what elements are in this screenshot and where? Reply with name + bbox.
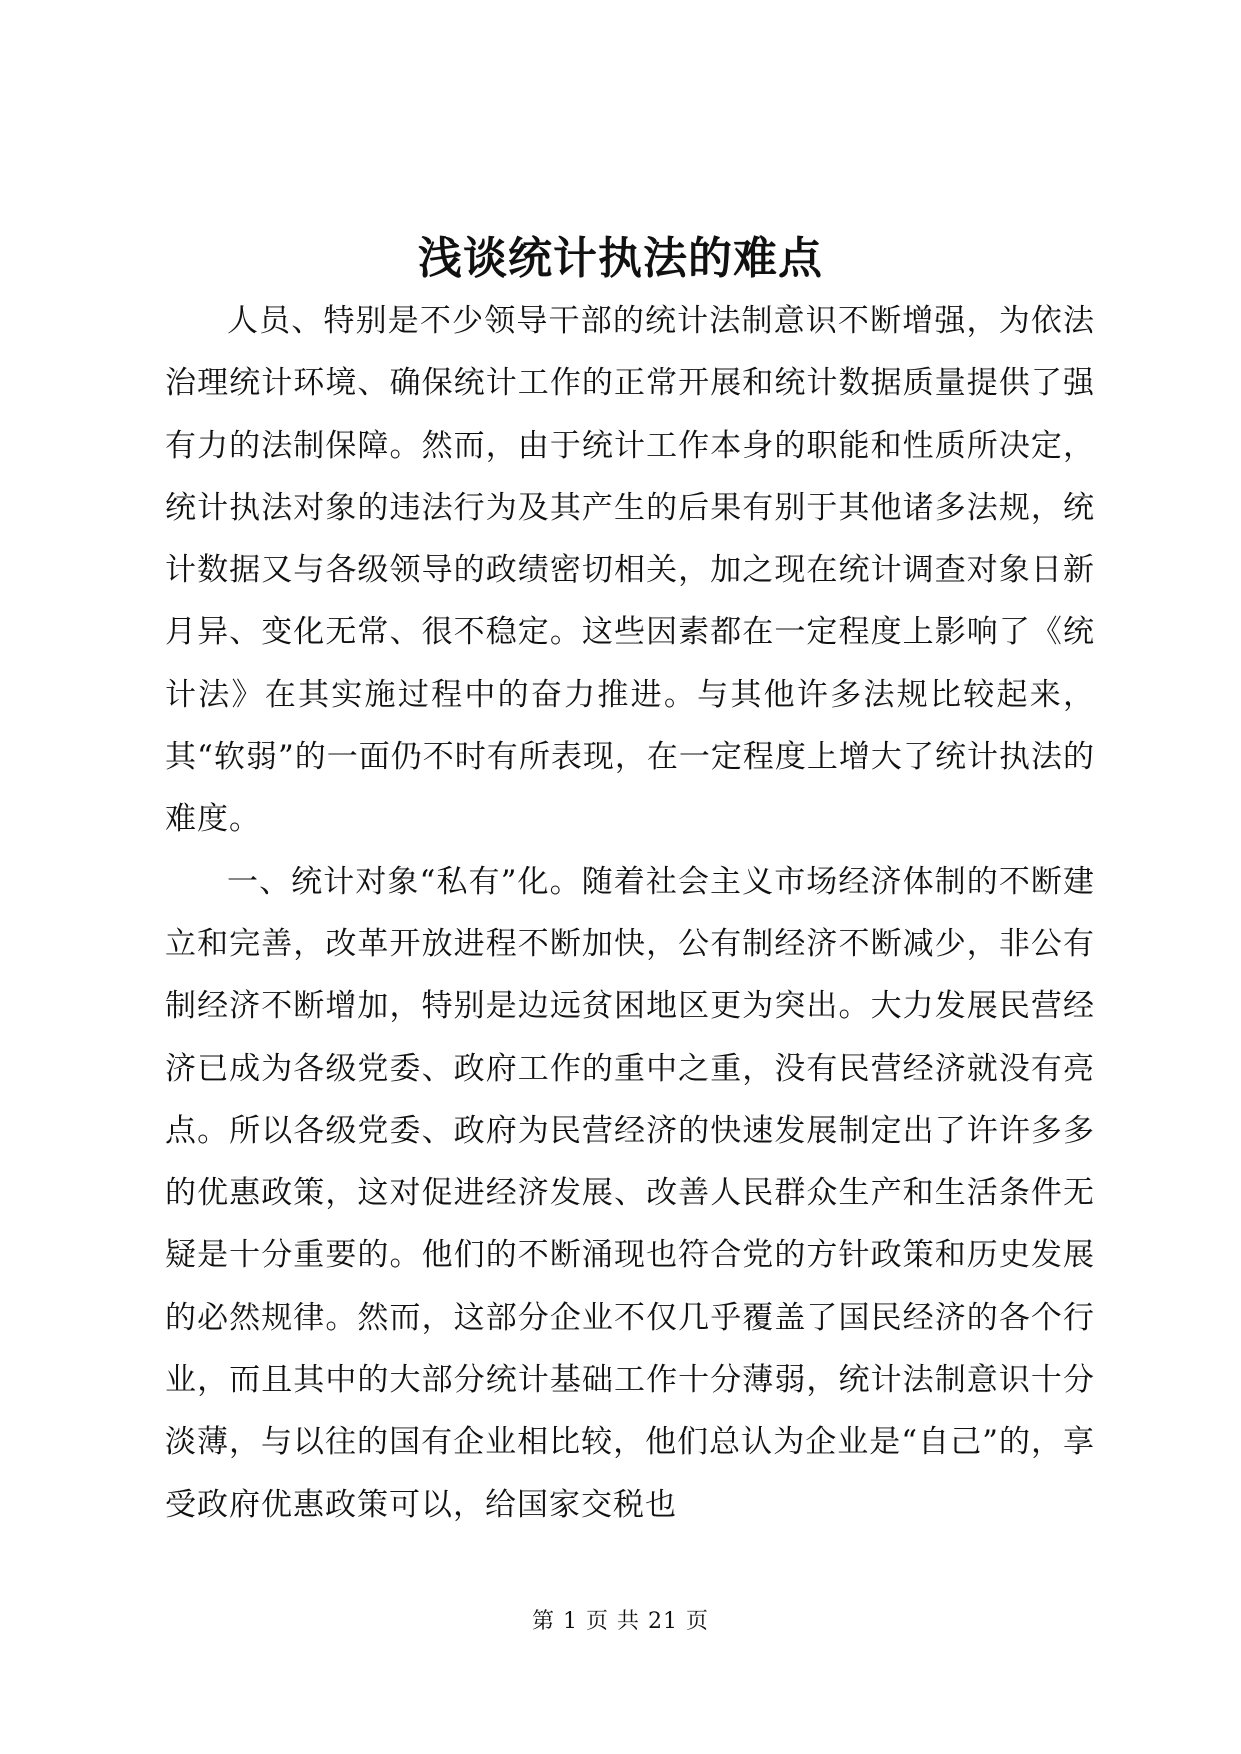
paragraph-section-one: 一、统计对象“私有”化。随着社会主义市场经济体制的不断建立和完善，改革开放进程不断加快，公有制经济不断减少，非公有制经济不断增加，特别是边远贫困地区更为突出。大力发展民营经济已成为各级党委、政府工作的重中之重，没有民营经济就没有亮点。所以各级党委、政府为民营经济的快速发展制定出了许许多多的优惠政策，这对促进经济发展、改善人民群众生产和生活条件无疑是十分重要的。他们的不断涌现也符合党的方针政策和历史发展的必然规律。然而，这部分企业不仅几乎覆盖了国民经济的各个行业，而且其中的大部分统计基础工作十分薄弱，统计法制意识十分淡薄，与以往的国有企业相比较，他们总认为企业是“自己”的，享受政府优惠政策可以，给国家交税也	[165, 863, 1095, 1523]
document-body	[165, 290, 1095, 1536]
document-title: 浅谈统计执法的难点	[418, 233, 823, 284]
paragraph-intro: 人员、特别是不少领导干部的统计法制意识不断增强，为依法治理统计环境、确保统计工作的正常开展和统计数据质量提供了强有力的法制保障。然而，由于统计工作本身的职能和性质所决定，统计执法对象的违法行为及其产生的后果有别于其他诸多法规，统计数据又与各级领导的政绩密切相关，加之现在统计调查对象日新月异、变化无常、很不稳定。这些因素都在一定程度上影响了《统计法》在其实施过程中的奋力推进。与其他许多法规比较起来，其“软弱”的一面仍不时有所表现，在一定程度上增大了统计执法的难度。	[165, 303, 1095, 838]
page-footer: 第 1 页 共 21 页	[532, 1609, 709, 1634]
